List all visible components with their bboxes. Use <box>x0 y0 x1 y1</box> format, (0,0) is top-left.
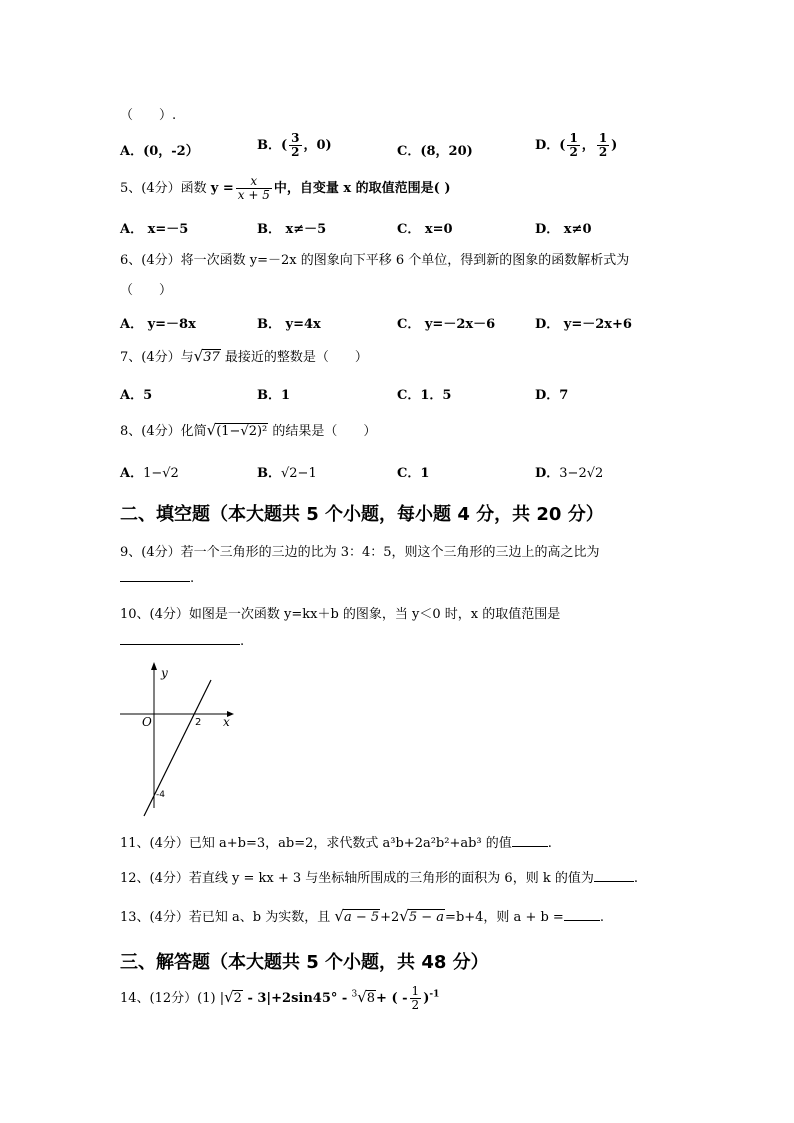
q10-stem: 10、(4分）如图是一次函数 y=kx＋b 的图象，当 y＜0 时，x 的取值范围是 <box>120 607 561 622</box>
q11-stem: 11、(4分）已知 a+b=3，ab=2，求代数式 a³b+2a²b²+ab³ 的值 . <box>120 836 552 851</box>
x-axis-label: x <box>223 715 230 729</box>
q5-option-b: B． x≠－5 <box>257 222 327 237</box>
q6-paren: （ ） <box>120 283 173 298</box>
q4-option-c: C．(8，20) <box>397 144 473 159</box>
section-2-heading: 二、填空题（本大题共 5 个小题，每小题 4 分，共 20 分） <box>120 504 604 525</box>
q14-stem: 14、(12分）(1) |√2 - 3|+2sin45° - $^3$√8+ ( - $\frac{1}{2}$ )$^{-1}$ <box>120 984 440 1012</box>
y-axis-arrow <box>151 662 157 670</box>
q8-option-b: B．√2−1 <box>257 466 317 481</box>
y-intercept-label: -4 <box>156 790 165 800</box>
x-intercept-label: 2 <box>195 717 202 728</box>
q7-stem: 7、(4分）与√37 最接近的整数是（ ） <box>120 347 368 365</box>
q8-stem: 8、(4分）化简√(1−√2)² 的结果是（ ） <box>120 421 377 439</box>
q8-option-a: A．1−√2 <box>120 466 179 481</box>
q7-option-b: B．1 <box>257 388 291 403</box>
q5-stem: 5、(4分）函数 y = $\frac{x}{x + 5}$ 中，自变量 x 的取值范围是( ) <box>120 174 451 202</box>
q5-option-a: A． x=－5 <box>120 222 189 237</box>
q8-option-d: D．3−2√2 <box>535 466 604 481</box>
q4-option-b: B．( $\frac{3}{2}$ ，0) <box>257 131 332 159</box>
q6-stem: 6、(4分）将一次函数 y=－2x 的图象向下平移 6 个单位，得到新的图象的函数解析式为 <box>120 253 630 268</box>
origin-label: O <box>142 715 152 729</box>
q10-answer-line: . <box>120 634 244 649</box>
q5-option-d: D． x≠0 <box>535 222 592 237</box>
q5-option-c: C． x=0 <box>397 222 453 237</box>
q6-option-c: C． y=－2x－6 <box>397 317 496 332</box>
q8-option-c: C．1 <box>397 466 430 481</box>
y-axis-label: y <box>161 666 168 680</box>
q4-option-a: A．(0，-2） <box>120 144 199 159</box>
q9-answer-line: . <box>120 571 194 586</box>
q6-option-d: D． y=－2x+6 <box>535 317 632 332</box>
q7-option-d: D．7 <box>535 388 569 403</box>
q4-option-d: D．( $\frac{1}{2}$ ， $\frac{1}{2}$ ) <box>535 131 618 159</box>
q7-option-a: A．5 <box>120 388 153 403</box>
q6-option-b: B． y=4x <box>257 317 321 332</box>
q12-stem: 12、(4分）若直线 y = kx + 3 与坐标轴所围成的三角形的面积为 6，则 k 的值为 . <box>120 871 638 886</box>
q9-stem: 9、(4分）若一个三角形的三边的比为 3：4：5，则这个三角形的三边上的高之比为 <box>120 545 600 560</box>
q7-option-c: C．1．5 <box>397 388 452 403</box>
q6-option-a: A． y=－8x <box>120 317 196 332</box>
linear-function-graph <box>118 658 240 820</box>
section-3-heading: 三、解答题（本大题共 5 个小题，共 48 分） <box>120 952 489 973</box>
q4-paren: （ ）. <box>120 108 177 123</box>
q13-stem: 13、(4分）若已知 a、b 为实数，且 √a − 5+2√5 − a=b+4，则 a + b = . <box>120 907 604 925</box>
